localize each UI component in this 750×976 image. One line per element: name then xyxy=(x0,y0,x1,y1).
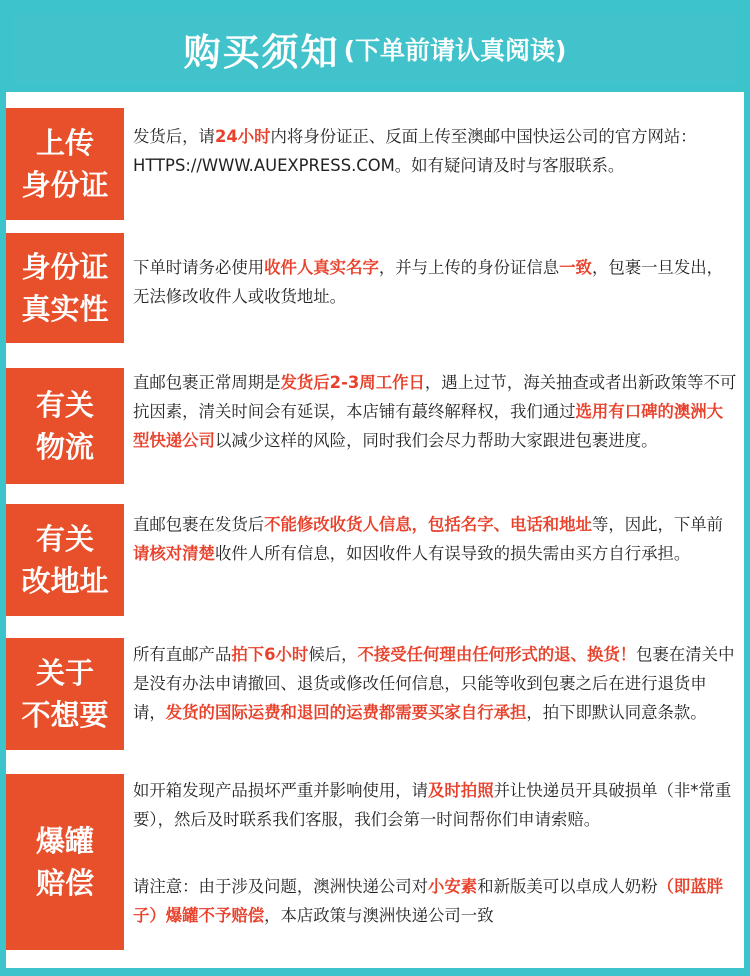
text-run: ，本店政策与澳洲快递公司一致 xyxy=(264,906,494,925)
highlight-run: 拍下6小时 xyxy=(231,645,309,664)
text-run: 以减少这样的风险，同时我们会尽力帮助大家跟进包裹进度。 xyxy=(214,431,658,450)
section-body xyxy=(133,253,739,311)
notice-panel xyxy=(6,92,744,968)
section-body xyxy=(133,872,739,930)
highlight-run: 24小时 xyxy=(214,127,271,146)
section-tag xyxy=(6,368,124,484)
section-change-address xyxy=(6,504,744,616)
highlight-run: （即蓝胖子）爆罐不予赔偿 xyxy=(133,877,724,925)
text-run: 包裹在清关中是没有办法申请撤回、退货或修改任何信息，只能等收到包裹之后在进行退货申请， xyxy=(133,645,735,722)
body-paragraph xyxy=(133,368,739,455)
section-unwanted xyxy=(6,638,744,750)
section-upload-id xyxy=(6,108,744,220)
highlight-run: 不能修改收货人信息，包括名字、电话和地址 xyxy=(264,515,592,534)
tag-line: 赔偿 xyxy=(35,866,94,900)
text-run: 直邮包裹正常周期是 xyxy=(133,373,281,392)
highlight-run: 收件人真实名字 xyxy=(264,258,379,277)
text-run: 候后， xyxy=(308,645,358,664)
text-run: ，包裹一旦发出，无法修改收件人或收货地址。 xyxy=(133,258,724,306)
tag-line: 上传 xyxy=(35,126,94,160)
section-tag xyxy=(6,504,124,616)
section-body xyxy=(133,510,739,568)
text-run: 等，因此，下单前 xyxy=(591,515,724,534)
section-damage-compensation xyxy=(6,774,744,954)
body-paragraph xyxy=(133,122,739,180)
text-run: 所有直邮产品 xyxy=(133,645,232,664)
section-tag xyxy=(6,774,124,950)
text-run: 请注意：由于涉及问题，澳洲快递公司对 xyxy=(133,877,429,896)
text-run: 如开箱发现产品损坏严重并影响使用，请 xyxy=(133,781,429,800)
text-run: 发货后，请 xyxy=(133,127,215,146)
text-run: 下单时请务必使用 xyxy=(133,258,265,277)
highlight-run: 小安素 xyxy=(428,877,478,896)
body-paragraph xyxy=(133,510,739,568)
tag-line: 身份证 xyxy=(21,250,109,284)
highlight-run: 请核对清楚 xyxy=(133,544,215,563)
highlight-run: 发货后2-3周工作日 xyxy=(280,373,425,392)
text-run: ，遇上过节，海关抽查或者出新政策等不可抗因素，清关时间会有延误，本店铺有蕞终解释权，我们通过 xyxy=(133,373,737,421)
section-id-authenticity xyxy=(6,233,744,343)
text-run: 内将身份证正、反面上传至澳邮中国快运公司的官方网站：HTTPS://WWW.AUEXPRESS.COM。如有疑问请及时与客服联系。 xyxy=(133,127,697,175)
tag-line: 有关 xyxy=(35,522,94,556)
section-tag xyxy=(6,638,124,750)
text-run: 并让快递员开具破损单（非*常重要），然后及时联系我们客服，我们会第一时间帮你们申请索赔。 xyxy=(133,781,732,829)
section-body xyxy=(133,368,739,455)
text-run: ，并与上传的身份证信息 xyxy=(378,258,560,277)
section-body xyxy=(133,122,739,180)
section-body xyxy=(133,640,739,727)
header-banner xyxy=(14,14,736,84)
text-run: ，拍下即默认同意条款。 xyxy=(526,703,707,722)
tag-line: 物流 xyxy=(35,430,94,464)
body-paragraph xyxy=(133,253,739,311)
tag-line: 爆罐 xyxy=(35,824,94,858)
highlight-run: 及时拍照 xyxy=(428,781,494,800)
body-paragraph xyxy=(133,640,739,727)
text-run: 直邮包裹在发货后 xyxy=(133,515,265,534)
tag-line: 有关 xyxy=(35,388,94,422)
header-title: 购买须知 xyxy=(183,31,340,74)
highlight-run: 不接受任何理由任何形式的退、换货！ xyxy=(357,645,637,664)
tag-line: 改地址 xyxy=(21,564,109,598)
header-subtitle: (下单前请认真阅读) xyxy=(343,36,567,65)
tag-line: 关于 xyxy=(35,656,94,690)
section-logistics xyxy=(6,368,744,484)
section-tag xyxy=(6,108,124,220)
highlight-run: 选用有口碑的澳洲大型快递公司 xyxy=(133,402,724,450)
body-paragraph xyxy=(133,776,739,834)
text-run: 和新版美可以卓成人奶粉 xyxy=(477,877,658,896)
section-tag xyxy=(6,233,124,343)
body-paragraph xyxy=(133,872,739,930)
text-run: 收件人所有信息，如因收件人有误导致的损失需由买方自行承担。 xyxy=(214,544,691,563)
tag-line: 真实性 xyxy=(21,292,109,326)
highlight-run: 一致 xyxy=(559,258,592,277)
tag-line: 不想要 xyxy=(21,698,109,732)
tag-line: 身份证 xyxy=(21,168,109,202)
highlight-run: 发货的国际运费和退回的运费都需要买家自行承担 xyxy=(165,703,527,722)
section-body xyxy=(133,776,739,834)
